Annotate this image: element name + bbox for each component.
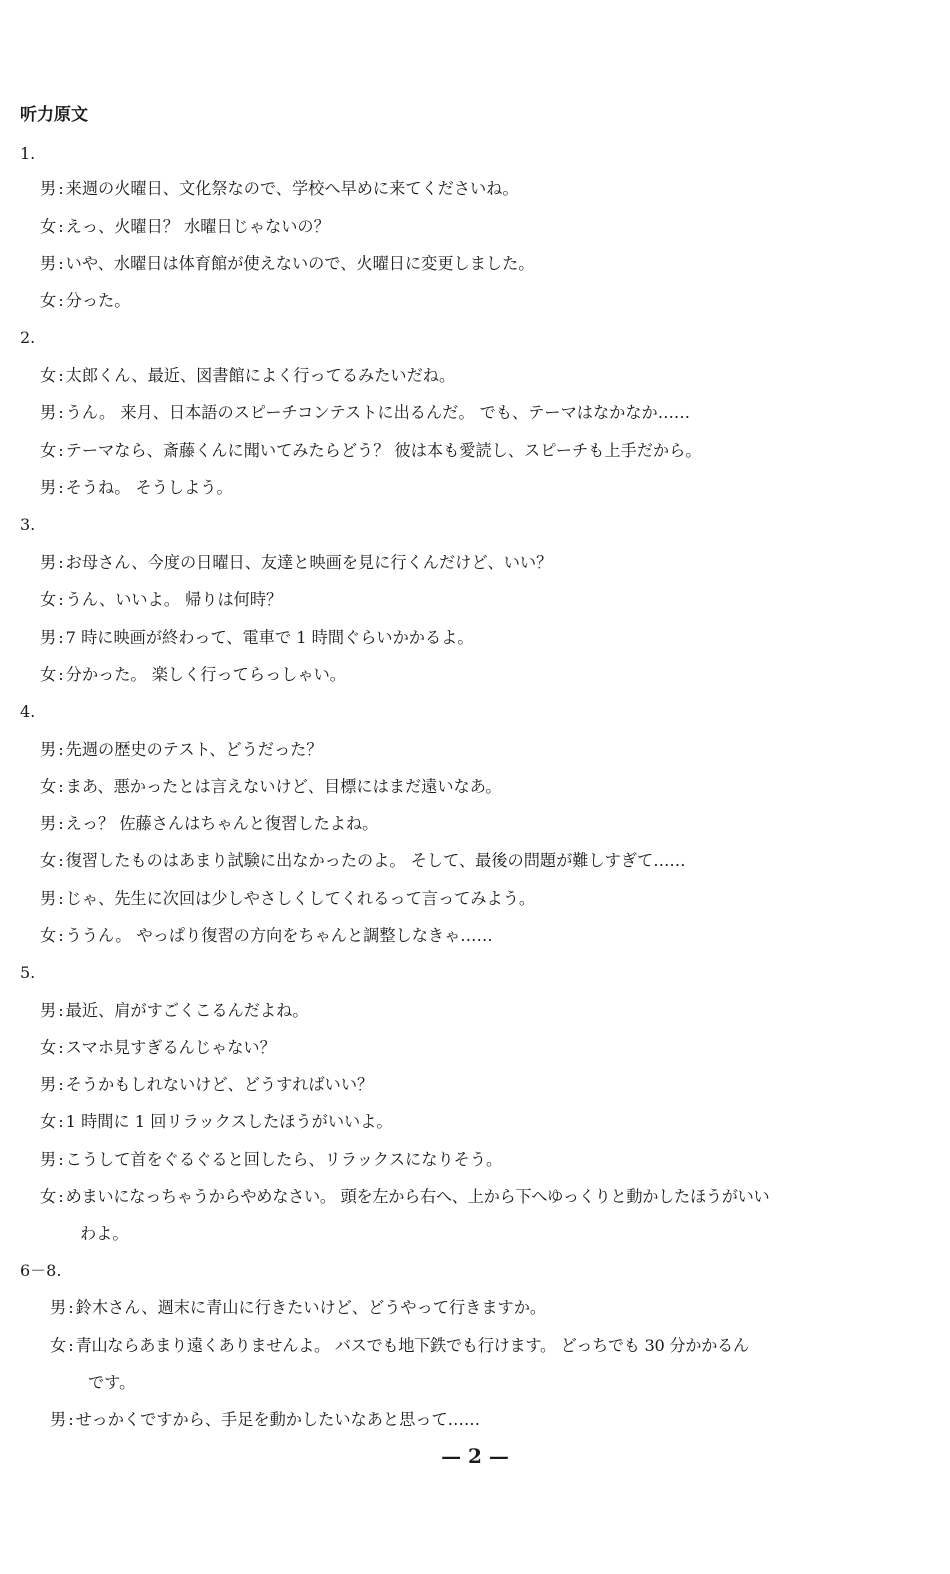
section-number: 6－8. xyxy=(20,1261,62,1280)
utterance: 分った。 xyxy=(65,291,131,310)
utterance: うん、いいよ。 帰りは何時？ xyxy=(65,590,283,609)
section-number: 4. xyxy=(20,702,36,721)
speaker: 女 xyxy=(50,1336,67,1355)
dialogue-line: 女 : 太郎くん、最近、図書館によく行ってるみたいだね。 xyxy=(40,366,456,385)
utterance: 来週の火曜日、文化祭なので、学校へ早めに来てくださいね。 xyxy=(65,179,519,198)
speaker: 男 xyxy=(40,553,57,572)
dialogue-line: 女 : テーマなら、斎藤くんに聞いてみたらどう？ 彼は本も愛読し、スピーチも上手だから。 xyxy=(40,441,702,460)
utterance: まあ、悪かったとは言えないけど、目標にはまだ遠いなあ。 xyxy=(65,777,502,796)
utterance: 先週の歴史のテスト、どうだった？ xyxy=(65,740,323,759)
utterance: 最近、肩がすごくこるんだよね。 xyxy=(65,1001,309,1020)
speaker: 男 xyxy=(40,1075,57,1094)
speaker: 女 xyxy=(40,291,57,310)
dialogue-line: 女 : えっ、火曜日？ 水曜日じゃないの？ xyxy=(40,217,330,236)
speaker: 女 xyxy=(40,1187,57,1206)
speaker: 男 xyxy=(50,1410,67,1429)
dialogue-line: 女 : 分った。 xyxy=(40,291,131,310)
speaker: 男 xyxy=(40,1001,57,1020)
dialogue-line: 男 : うん。 来月、日本語のスピーチコンテストに出るんだ。 でも、テーマはなかなか…… xyxy=(40,403,691,422)
utterance: せっかくですから、手足を動かしたいなあと思って…… xyxy=(75,1410,481,1429)
speaker: 女 xyxy=(40,217,57,236)
utterance: じゃ、先生に次回は少しやさしくしてくれるって言ってみよう。 xyxy=(65,889,536,908)
section-number: 5. xyxy=(20,963,36,982)
speaker: 女 xyxy=(40,441,57,460)
dialogue-line: 男 : 最近、肩がすごくこるんだよね。 xyxy=(40,1001,309,1020)
document-heading: 听力原文 xyxy=(20,105,88,125)
utterance: そうね。 そうしよう。 xyxy=(65,478,233,497)
speaker: 男 xyxy=(40,179,57,198)
speaker: 男 xyxy=(50,1298,67,1317)
dialogue-line: 男 : 7 時に映画が終わって、電車で 1 時間ぐらいかかるよ。 xyxy=(40,628,474,647)
speaker: 女 xyxy=(40,777,57,796)
utterance: えっ、火曜日？ 水曜日じゃないの？ xyxy=(65,217,330,236)
speaker: 女 xyxy=(40,851,57,870)
utterance-continuation: です。 xyxy=(88,1373,136,1392)
utterance: そうかもしれないけど、どうすればいい？ xyxy=(65,1075,374,1094)
section-number: 2. xyxy=(20,328,36,347)
dialogue-line: 男 : 鈴木さん、週末に青山に行きたいけど、どうやって行きますか。 xyxy=(50,1298,547,1317)
section-number: 1. xyxy=(20,144,36,163)
page-number: — 2 — xyxy=(441,1444,509,1468)
dialogue-line: 女 : 青山ならあまり遠くありませんよ。 バスでも地下鉄でも行けます。 どっちでも 30 分かかるん xyxy=(50,1336,749,1355)
speaker: 女 xyxy=(40,1112,57,1131)
section-number: 3. xyxy=(20,515,36,534)
dialogue-line: 女 : スマホ見すぎるんじゃない？ xyxy=(40,1038,276,1057)
utterance: ううん。 やっぱり復習の方向をちゃんと調整しなきゃ…… xyxy=(65,926,493,945)
utterance: 復習したものはあまり試験に出なかったのよ。 そして、最後の問題が難しすぎて…… xyxy=(65,851,686,870)
dialogue-line: 女 : 分かった。 楽しく行ってらっしゃい。 xyxy=(40,665,346,684)
dialogue-line: 女 : 復習したものはあまり試験に出なかったのよ。 そして、最後の問題が難しすぎて…… xyxy=(40,851,686,870)
dialogue-line: 女 : めまいになっちゃうからやめなさい。 頭を左から右へ、上から下へゆっくりと動かしたほうがいい xyxy=(40,1187,770,1206)
speaker: 男 xyxy=(40,1150,57,1169)
dialogue-line: 男 : そうかもしれないけど、どうすればいい？ xyxy=(40,1075,374,1094)
dialogue-line: 男 : せっかくですから、手足を動かしたいなあと思って…… xyxy=(50,1410,481,1429)
utterance: 7 時に映画が終わって、電車で 1 時間ぐらいかかるよ。 xyxy=(65,628,474,647)
utterance: テーマなら、斎藤くんに聞いてみたらどう？ 彼は本も愛読し、スピーチも上手だから。 xyxy=(65,441,702,460)
speaker: 女 xyxy=(40,665,57,684)
dialogue-line: 女 : 1 時間に 1 回リラックスしたほうがいいよ。 xyxy=(40,1112,393,1131)
utterance: 分かった。 楽しく行ってらっしゃい。 xyxy=(65,665,346,684)
utterance-continuation: わよ。 xyxy=(80,1224,129,1243)
speaker: 女 xyxy=(40,590,57,609)
dialogue-line: 男 : 先週の歴史のテスト、どうだった？ xyxy=(40,740,323,759)
speaker: 女 xyxy=(40,1038,57,1057)
utterance: めまいになっちゃうからやめなさい。 頭を左から右へ、上から下へゆっくりと動かしたほうがいい xyxy=(65,1187,770,1206)
utterance: 青山ならあまり遠くありませんよ。 バスでも地下鉄でも行けます。 どっちでも 30 分かかるん xyxy=(75,1336,749,1355)
speaker: 男 xyxy=(40,740,57,759)
speaker: 男 xyxy=(40,628,57,647)
dialogue-line: 男 : こうして首をぐるぐると回したら、リラックスになりそう。 xyxy=(40,1150,503,1169)
utterance: 太郎くん、最近、図書館によく行ってるみたいだね。 xyxy=(65,366,456,385)
utterance: いや、水曜日は体育館が使えないので、火曜日に変更しました。 xyxy=(65,254,535,273)
speaker: 女 xyxy=(40,366,57,385)
dialogue-line: 女 : ううん。 やっぱり復習の方向をちゃんと調整しなきゃ…… xyxy=(40,926,493,945)
speaker: 男 xyxy=(40,478,57,497)
utterance: 鈴木さん、週末に青山に行きたいけど、どうやって行きますか。 xyxy=(75,1298,547,1317)
utterance: 1 時間に 1 回リラックスしたほうがいいよ。 xyxy=(65,1112,393,1131)
dialogue-line: 男 : お母さん、今度の日曜日、友達と映画を見に行くんだけど、いい？ xyxy=(40,553,553,572)
dialogue-line: 男 : いや、水曜日は体育館が使えないので、火曜日に変更しました。 xyxy=(40,254,535,273)
utterance: えっ？ 佐藤さんはちゃんと復習したよね。 xyxy=(65,814,379,833)
utterance: うん。 来月、日本語のスピーチコンテストに出るんだ。 でも、テーマはなかなか…… xyxy=(65,403,691,422)
dialogue-line: 女 : まあ、悪かったとは言えないけど、目標にはまだ遠いなあ。 xyxy=(40,777,502,796)
dialogue-line: 男 : 来週の火曜日、文化祭なので、学校へ早めに来てくださいね。 xyxy=(40,179,519,198)
dialogue-line: 女 : うん、いいよ。 帰りは何時？ xyxy=(40,590,283,609)
speaker: 男 xyxy=(40,889,57,908)
speaker: 男 xyxy=(40,403,57,422)
speaker: 男 xyxy=(40,814,57,833)
utterance: スマホ見すぎるんじゃない？ xyxy=(65,1038,276,1057)
utterance: こうして首をぐるぐると回したら、リラックスになりそう。 xyxy=(65,1150,503,1169)
utterance: お母さん、今度の日曜日、友達と映画を見に行くんだけど、いい？ xyxy=(65,553,553,572)
dialogue-line: 男 : えっ？ 佐藤さんはちゃんと復習したよね。 xyxy=(40,814,379,833)
speaker: 女 xyxy=(40,926,57,945)
dialogue-line: 男 : じゃ、先生に次回は少しやさしくしてくれるって言ってみよう。 xyxy=(40,889,536,908)
speaker: 男 xyxy=(40,254,57,273)
dialogue-line: 男 : そうね。 そうしよう。 xyxy=(40,478,233,497)
